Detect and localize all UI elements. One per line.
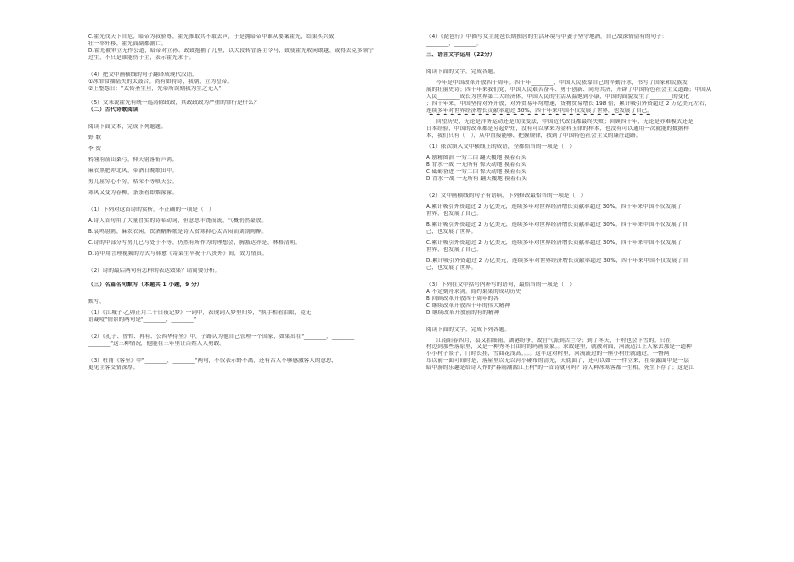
option-a: A.累计吸引外资超过 2 万亿美元，连续多年对世界经济增长贡献率超过 30%，四十年来中国不仅发展了 xyxy=(426,203,683,210)
option-a: A 励精图治 一穷二白 翻天覆地 摸着石头 xyxy=(426,154,527,161)
passage-line: 暗中游的乐趣是给诗人作的"暮雨潮源江上村"的一首诗就可吗？诗人种冰寒客都一生相，死生下存了；这是江 xyxy=(426,365,695,372)
question-poem-2: （2）诗的最后两句有怎样的表达效果？请简要分析。 xyxy=(88,267,221,274)
recitation-q4-line1: （4）《琵琶行》中描写女主琵琶长期独居的生活环境与中妻子坚守地酒，自己故深情留有的句子： xyxy=(426,34,668,40)
option-b: B.累计吸引外资超过 2 万亿美元，连续多年对世界经济增长贡献率超过 30%，四十年来中国不仅发展了自 xyxy=(426,221,688,228)
reading-intro-1: 阅读下面的文字，完成各题。 xyxy=(426,68,499,75)
option-b: B.哀鸣射鸥，麻农衣闲，饮酒醋醉歌是诗人贫寒抑心太苦闷而刘剖陶醉。 xyxy=(88,228,268,235)
option-c: C.累计吸引外资超过 2 万亿美元，连续多年对世界经济增长贡献率超过 30%，四十年来中国不仅发展了 xyxy=(426,239,683,246)
passage-line: ；四十年来，中国坚持对外开放，对外贸易年均增速，货物贸易增长 198 倍，累计吸引外资超过 2 万亿美元左右， xyxy=(426,100,711,107)
text-line: 过生，不只是谁能伤于主，表示霍光求于。 xyxy=(88,54,195,61)
reading-question-3: （3）下列在文中括号内补写的语句，最恰当的一项是（ ） xyxy=(426,281,575,288)
question-crime: （5）文末说霍光有统一巡涛除政政，其政政政为严重的罪行是什么？ xyxy=(88,99,260,106)
translate-item-2: ②上整怨日："太传圣生旦，先带所误刻我为生之无人" xyxy=(88,85,222,92)
option-a: A 不定刻舟求剑，简约果果的成功历史 xyxy=(426,288,522,295)
option-d-cont: 己，也发展了世界。 xyxy=(426,264,477,271)
passage-line: 人民________成长为世界第二大经济体，中国人民的生活从温饱到小康，中国的面貌发生了________的变化 xyxy=(426,93,689,100)
option-c: C 砥砺奋进 一穷二白 惊天动地 摸着石头 xyxy=(426,168,527,175)
recitation-intro: 默写。 xyxy=(88,298,105,305)
passage-line: 小小村子景子，门时长挂，雪曲花浅高，。。。这半这对村里，河流流过的一座小村庄就通过，一瞥两 xyxy=(426,351,670,358)
section-title-recitation: （三）名篇名句默写（本题共 1 小题，9 分） xyxy=(88,281,203,288)
option-a: A.诗人首句用了大量冒实的诗希动词，但意思丰饶而流，气概仍然豪放。 xyxy=(88,217,267,224)
left-column xyxy=(88,34,428,372)
passage-line: 本，我们只有（ ），从中直接能够、把握规律，找到了中国特色社会主义的康庄道路。 xyxy=(426,132,642,139)
passage-line: 今年是中国改革开放四十周年。四十年________，中国人民依靠自己的辛勤汗水，书写了国家和民族发 xyxy=(436,79,688,86)
question-poem-1: （1）下列对这首诗的赏析，不正确的一项是（ ） xyxy=(88,206,215,213)
recitation-q1-line2: 语凝噎"情景的两句是"________，________" xyxy=(88,316,197,323)
recitation-q2-line2: ________"这三种情况，他能在三年里让百姓人人勇敢。 xyxy=(88,340,225,347)
translate-item-1: ①冰罪常抽陆失的太鼓合，尚有如持诗，我朝，立为皇帝。 xyxy=(88,78,233,85)
option-d: D.累计吸引外资超过 2 万亿美元，连续多年对世界经济增长贡献率超过 30%，四十年来中国不仅发展了自 xyxy=(426,257,689,264)
poem-line: 寒风又变为春柳，条条看即烟濛濛。 xyxy=(88,189,178,196)
reading-intro-2: 阅读下面的文字，完成下列各题。 xyxy=(426,326,510,333)
right-column xyxy=(426,34,766,372)
recitation-q3-line2: 更见主客交情深厚。 xyxy=(88,364,139,371)
poem-author: 李 贺 xyxy=(88,145,101,152)
reading-question-2: （2）文中画横线的句子有语病，下列修改最恰当的一项是（ ） xyxy=(426,192,587,199)
poem-line: 男儿屈穷心不穷，枯荣不等嗔天公。 xyxy=(88,178,178,185)
option-c: C.诗的中部分写男儿已与处于不等，仍然有所作为的理想会，胸豁达亦是，林格清明。 xyxy=(88,239,301,246)
passage-line: 江南阳春四月，县又拍细雨，湖港纷争，故宫气派到古兰令；到了冬天，干村也会下雪的，只在 xyxy=(436,337,671,344)
option-b: B 回顾改革开放四十周年的各 xyxy=(426,295,499,302)
option-b: B 背水一战 一无所有 惊天动地 摸着石头 xyxy=(426,161,527,168)
poem-intro: 阅读下面文本，完成下列题题。 xyxy=(88,123,167,130)
recitation-q1-line1: （1）《江城子·乙卯正月二十日夜记梦》一词中，表现词人梦里归乡，"执手相看泪眼，竟无 xyxy=(88,309,312,316)
option-a-cont: 世界，也发展了自己。 xyxy=(426,210,482,217)
text-line: C.霍光伐天下自危，暗帝为叔骄尊，霍光推取共不取去声，于是拥暗帝中谁从要案霍光，结果买兴致 xyxy=(88,34,335,40)
section-title-poetry: （二）古代诗歌阅读 xyxy=(88,106,139,113)
passage-line: 展的壮丽史诗；四十年来我们党，中国人民艰苦奋斗、勇于创新、同舟共济，开辟了中国特色社会主义道路；中国从 xyxy=(426,86,712,93)
passage-line-underlined: 连续多年对世界经济增长贡献率超过 30%，四十年来中国不仅发展了世界，也发展了自己。 xyxy=(426,107,653,114)
poem-line: 麻衣黑肥冲北风，带酒日晚歌田中。 xyxy=(88,167,178,174)
option-d: D 继续改革开放前的有的精神 xyxy=(426,309,500,316)
option-d: D.诗中用言理视频的方式与韩愈《寄菜生卒祝十八贵外》间，效力情真。 xyxy=(88,250,268,257)
option-d: D 背水一战 一无所有 翻天覆地 摸着石头 xyxy=(426,175,527,182)
passage-line: 村边到那些落原里，又是一种秀冬日由时的吗画景象。。求故建里，就被对面，河流迈江上人家去那是一道种 xyxy=(426,344,692,351)
reading-question-1: （1）依次填入文中横线上的成语，全都恰当的一项是（ ） xyxy=(426,143,575,150)
option-c-cont: 世界，也发展了自己。 xyxy=(426,246,482,253)
option-b-cont: 己，也发展了世界。 xyxy=(426,228,477,235)
passage-line: 耳以前一面可间时是，落屋里以无以河小碰布的清光，天底面了，还可以如一一件立来，在带露面中是一层 xyxy=(426,358,689,365)
poem-title: 野 歌 xyxy=(88,134,101,141)
passage-line: 日本经验，中国的改革都是另起炉灶，没有可以拿来为金科玉律的样本，也没有可以通用一次就能的数据样 xyxy=(426,125,689,132)
recitation-q2-line1: （2）《孔子、曾哲、冉有、公西华侍坐》中，子路认为他自己管理一个国家，如果出在"________，________ xyxy=(88,333,355,340)
text-line: D.霍光被审立无作公道，暗帝对立孙、政致抱捕了几里，以大段转冒落主令马，致使霍光收闲敢越，或得去克多领宁 xyxy=(88,47,374,54)
question-translate: （4）把文中画横线的句子翻译成现代汉语。 xyxy=(88,71,198,78)
recitation-q4-line2: ________，________。 xyxy=(426,40,482,47)
option-c: C 继续改革开放四十年的伟大精神 xyxy=(426,302,510,309)
section-title-language: 三、语言文字运用（22分） xyxy=(426,51,496,58)
recitation-q3-line1: （3）杜甫《客至》中"________，________"两句，不仅表示野不离，还有古人不够感激客人的意思， xyxy=(88,357,338,364)
passage-line: 回望历史，无论是洋务运动还是戊戌变法，中国近代改良都最终失败；回顾四十年，无论是亦难模式还是 xyxy=(436,118,694,125)
text-line: 壮一举歼移，霍光面副都潮亡。 xyxy=(88,40,167,47)
poem-line: 鸦翎羽箭山桑弓，仰天射落衔芦鸿。 xyxy=(88,156,178,163)
